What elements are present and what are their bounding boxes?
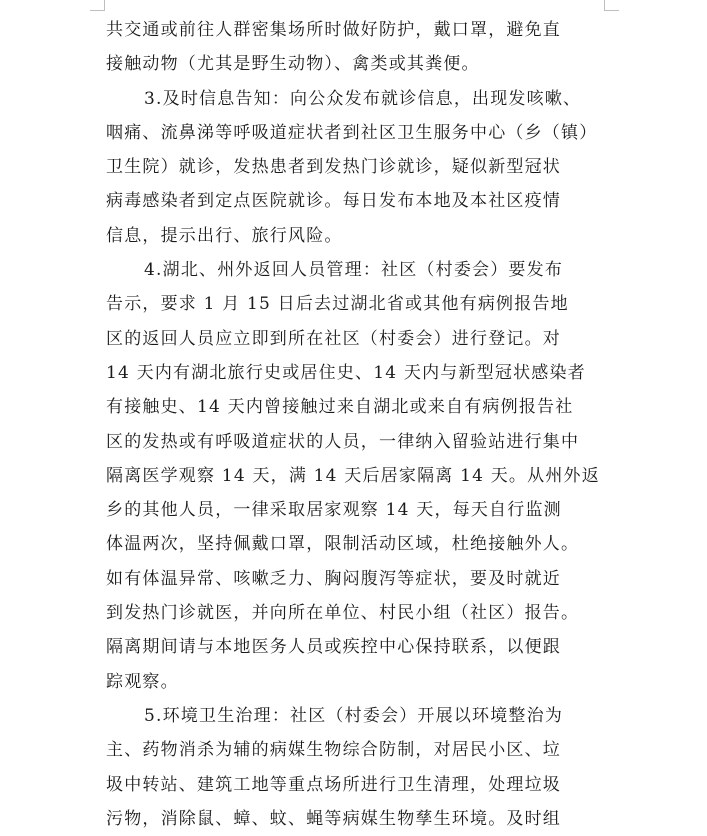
text-line: 污物，消除鼠、蟑、蚊、蝇等病媒生物孳生环境。及时组	[106, 808, 561, 829]
text-line-paragraph-5-start: 5.环境卫生治理：社区（村委会）开展以环境整治为	[144, 705, 564, 726]
text-line: 乡的其他人员，一律采取居家观察 14 天，每天自行监测	[106, 500, 562, 521]
text-line: 共交通或前往人群密集场所时做好防护，戴口罩，避免直	[106, 20, 561, 40]
text-line: 咽痛、流鼻涕等呼吸道症状者到社区卫生服务中心（乡（镇）	[106, 122, 598, 143]
text-line: 体温两次，坚持佩戴口罩，限制活动区域，杜绝接触外人。	[106, 534, 580, 555]
text-line: 隔离期间请与本地医务人员或疾控中心保持联系，以便跟	[106, 637, 561, 658]
text-line-paragraph-4-start: 4.湖北、州外返回人员管理：社区（村委会）要发布	[144, 260, 564, 281]
text-line: 告示，要求 1 月 15 日后去过湖北省或其他有病例报告地	[106, 294, 569, 315]
text-line: 隔离医学观察 14 天，满 14 天后居家隔离 14 天。从州外返	[106, 465, 600, 486]
text-line: 区的发热或有呼吸道症状的人员，一律纳入留验站进行集中	[106, 431, 580, 452]
text-line: 主、药物消杀为辅的病媒生物综合防制，对居民小区、垃	[106, 740, 561, 761]
text-line: 踪观察。	[106, 671, 179, 692]
document-body	[106, 0, 602, 836]
text-line: 病毒感染者到定点医院就诊。每日发布本地及本社区疫情	[106, 191, 561, 212]
crop-mark-top-right	[604, 0, 619, 11]
text-line: 如有体温异常、咳嗽乏力、胸闷腹泻等症状，要及时就近	[106, 568, 561, 589]
text-line: 14 天内有湖北旅行史或居住史、14 天内与新型冠状感染者	[106, 362, 586, 383]
text-line: 圾中转站、建筑工地等重点场所进行卫生清理，处理垃圾	[106, 774, 561, 795]
text-line: 到发热门诊就医，并向所在单位、村民小组（社区）报告。	[106, 603, 580, 624]
text-line: 接触动物（尤其是野生动物）、禽类或其粪便。	[106, 54, 480, 75]
text-line: 区的返回人员应立即到所在社区（村委会）进行登记。对	[106, 328, 561, 349]
crop-mark-top-left	[90, 0, 105, 11]
text-line: 卫生院）就诊，发热患者到发热门诊就诊，疑似新型冠状	[106, 157, 561, 178]
text-line-paragraph-3-start: 3.及时信息告知：向公众发布就诊信息，出现发咳嗽、	[144, 88, 582, 109]
text-line: 有接触史、14 天内曾接触过来自湖北或来自有病例报告社	[106, 397, 574, 418]
text-line: 信息，提示出行、旅行风险。	[106, 225, 343, 246]
